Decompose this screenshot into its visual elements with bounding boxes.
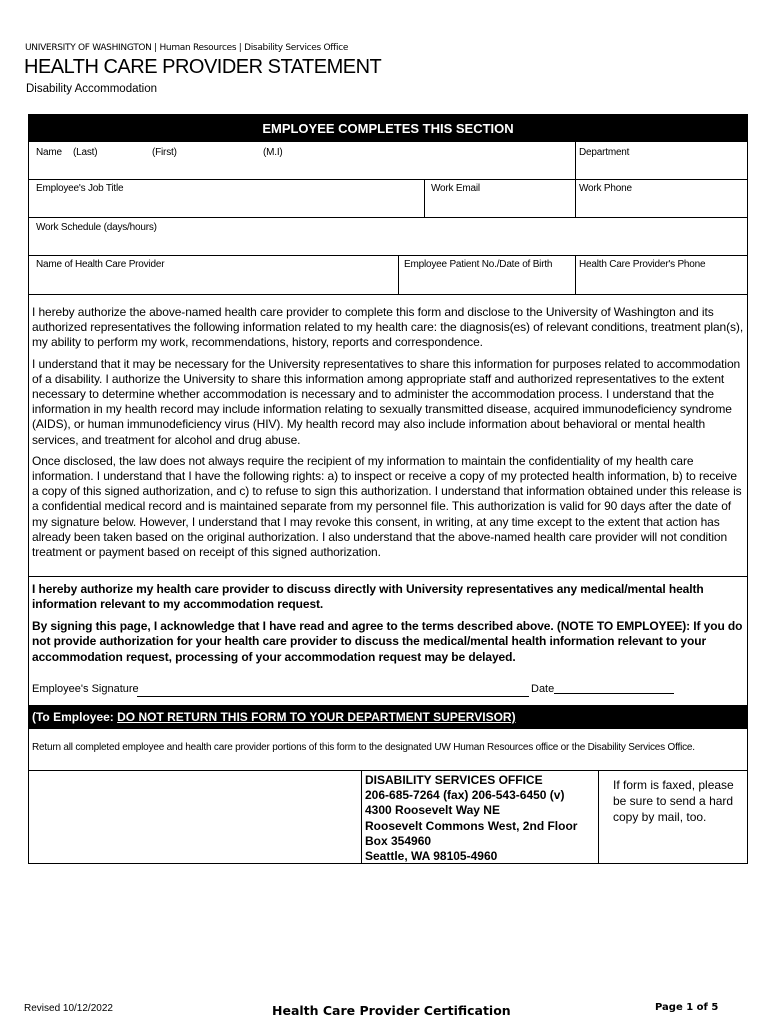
work-phone-label: Work Phone [579,183,632,194]
office-street: 4300 Roosevelt Way NE [365,803,500,818]
first-name-label: (First) [152,147,177,158]
col-divider [575,142,576,179]
office-box: Box 354960 [365,833,432,848]
office-building: Roosevelt Commons West, 2nd Floor [365,818,578,833]
col-divider [598,770,599,864]
row-divider [28,217,748,218]
return-warning-emphasis: DO NOT RETURN THIS FORM TO YOUR DEPARTMENT SUPERVISOR) [117,710,516,724]
work-schedule-field[interactable] [30,235,746,254]
work-phone-field[interactable] [577,196,746,216]
last-name-label: (Last) [73,147,98,158]
patient-no-field[interactable] [400,273,573,293]
page-number: Page 1 of 5 [655,1002,719,1013]
footer-title: Health Care Provider Certification [272,1003,511,1018]
department-field[interactable] [577,159,746,178]
revised-date: Revised 10/12/2022 [24,1003,113,1014]
work-schedule-label: Work Schedule (days/hours) [36,222,157,233]
authorization-paragraph-2: I understand that it may be necessary for the University representatives to share this information for purposes related to accommodation of a disability. I authorize the University to share this information among appropriate staff and authorized representatives to the extent necessary to determine whether accommodation is necessary and to administer the accommodation process. I understand that the information in my health record may include information relating to sexually transmitted disease, acquired immunodeficiency syndrome (AIDS), or human immunodeficiency virus (HIV). My health record may also include information about behavioral or mental health services, and treatment for alcohol and drug abuse. [32,356,741,447]
col-divider [575,255,576,294]
row-divider [28,576,748,577]
col-divider [398,255,399,294]
name-label: Name [36,147,62,158]
page-subtitle: Disability Accommodation [26,83,158,95]
col-divider [361,770,362,864]
row-divider [28,770,748,771]
job-title-field[interactable] [30,196,422,216]
fax-note: If form is faxed, please be sure to send a hard copy by mail, too. [613,778,734,824]
name-field[interactable] [30,159,573,178]
office-name: DISABILITY SERVICES OFFICE [365,773,543,787]
row-divider [28,179,748,180]
provider-name-field[interactable] [30,273,396,293]
job-title-label: Employee's Job Title [36,183,124,194]
authorization-paragraph-3: Once disclosed, the law does not always require the recipient of my information to maintain the confidentiality of my health care information. I understand that I have the following rights: a) to inspect or receive a copy of my protected health information, b) to receive a copy of this signed authorization, and c) to refuse to sign this authorization. I understand that information obtained under this release is a confidential medical record and is maintained separate from my personnel file. This authorization is valid for 90 days after the date of my signature below. However, I understand that I may revoke this consent, in writing, at any time except to the extent that action has already been taken based on the original authorization. I also understand that the above-named health care provider will not condition treatment or payment based on receipt of this signed authorization. [32,453,742,560]
work-email-field[interactable] [426,196,573,216]
authorization-text [32,305,744,566]
consent-paragraph-1: I hereby authorize my health care provider to discuss directly with University representatives any medical/mental health information relevant to my accommodation request. [32,582,704,612]
row-divider [28,294,748,295]
office-address [365,773,577,864]
department-label: Department [579,147,630,158]
col-divider [424,179,425,217]
return-warning-bar [28,705,748,729]
date-line[interactable] [554,693,674,694]
provider-name-label: Name of Health Care Provider [36,259,165,270]
office-phone: 206-685-7264 (fax) 206-543-6450 (v) [365,788,565,803]
signature-line[interactable] [137,696,529,697]
col-divider [575,179,576,217]
org-line: UNIVERSITY OF WASHINGTON | Human Resources | Disability Services Office [25,43,349,53]
authorization-paragraph-1: I hereby authorize the above-named health care provider to complete this form and disclose to the University of Washington and its authorized representatives the following information related to my health care: the diagnosis(es) of relevant conditions, treatment plan(s), my ability to perform my work, recommendations, history, reports and correspondence. [32,305,744,350]
return-instructions: Return all completed employee and health care provider portions of this form to the designated UW Human Resources office or the Disability Services Office. [32,742,695,753]
middle-initial-label: (M.I) [263,147,283,158]
patient-no-label: Employee Patient No./Date of Birth [404,259,553,270]
date-label: Date [531,683,555,695]
return-warning-prefix: (To Employee: [32,710,118,724]
office-city: Seattle, WA 98105-4960 [365,849,498,864]
signature-label: Employee's Signature [32,683,139,695]
consent-text [32,582,744,671]
provider-phone-field[interactable] [577,273,746,293]
provider-phone-label: Health Care Provider's Phone [579,259,706,270]
page-title: HEALTH CARE PROVIDER STATEMENT [24,56,382,78]
work-email-label: Work Email [431,183,480,194]
row-divider [28,255,748,256]
consent-paragraph-2: By signing this page, I acknowledge that I have read and agree to the terms described above. (NOTE TO EMPLOYEE): If you do not provide authorization for your health care provider to discuss the medical/mental health information relevant to your accommodation request, processing of your accommodation request may be delayed. [32,618,743,664]
section-title: EMPLOYEE COMPLETES THIS SECTION [28,114,748,142]
